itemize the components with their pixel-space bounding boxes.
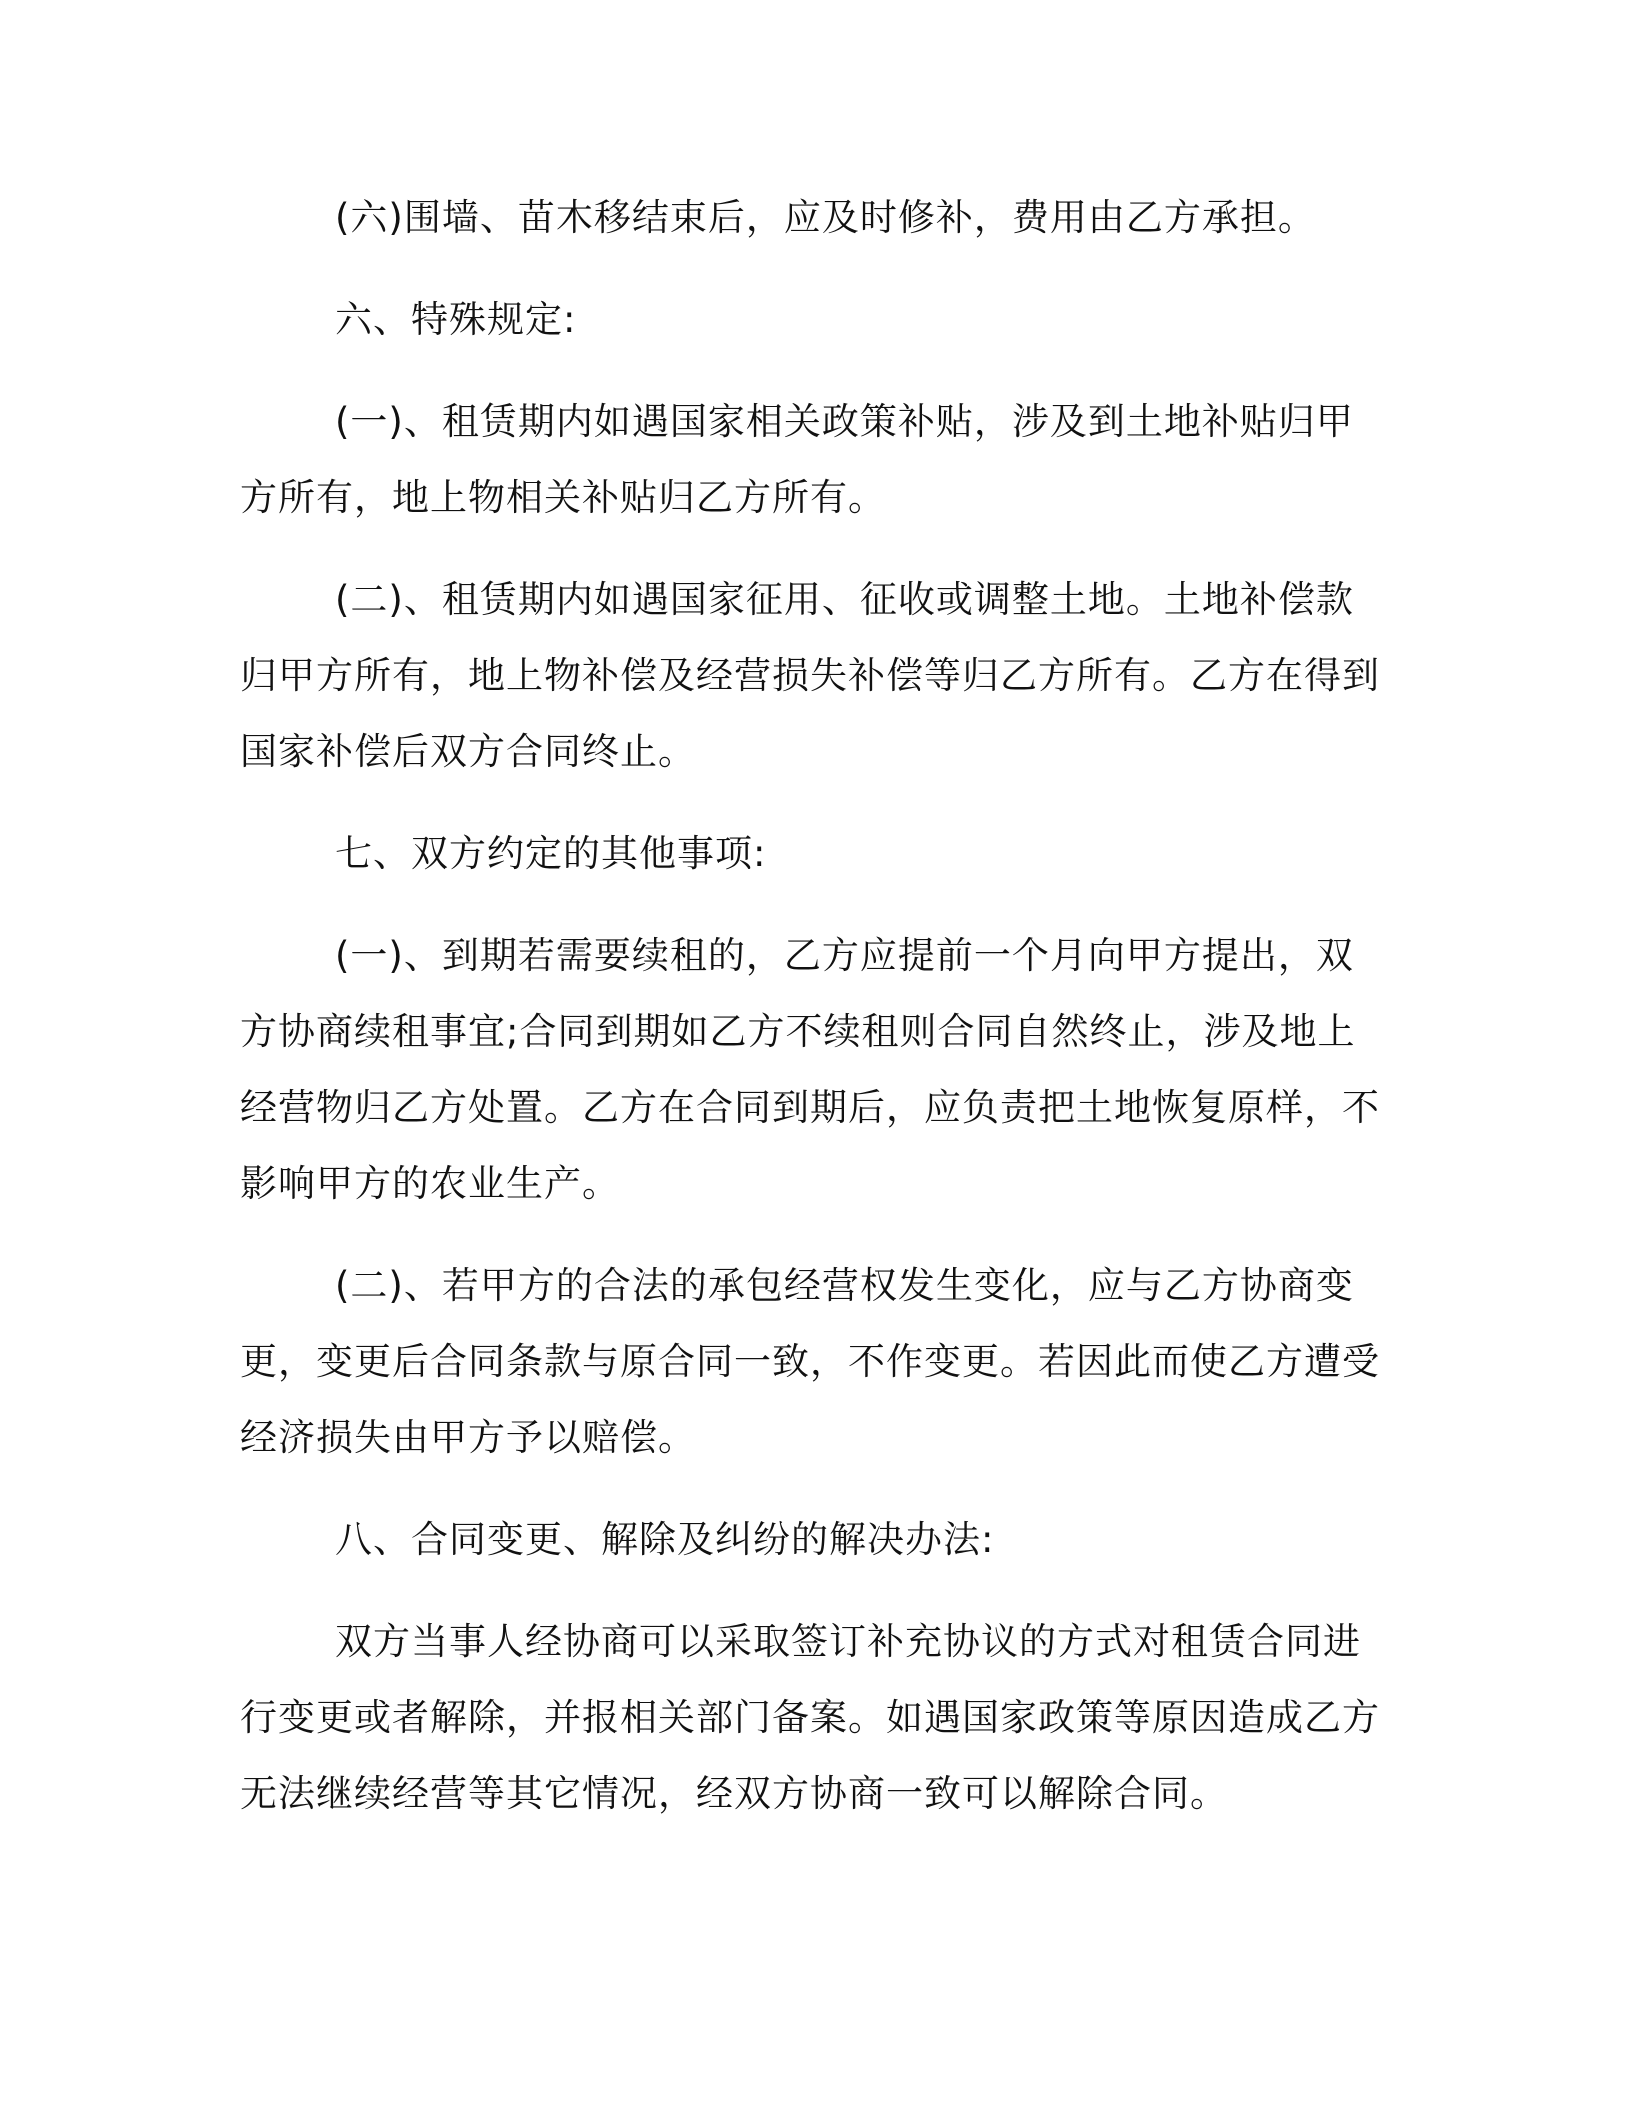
document-body (240, 180, 1390, 1832)
section-7-heading: 七、双方约定的其他事项: (335, 832, 767, 875)
section-8-heading: 八、合同变更、解除及纠纷的解决办法: (335, 1518, 995, 1561)
clause-7-2-rights-change: (二)、若甲方的合法的承包经营权发生变化，应与乙方协商变更，变更后合同条款与原合同一致，不作变更。若因此而使乙方遭受经济损失由甲方予以赔偿。 (240, 1264, 1380, 1459)
clause-6-1-subsidy: (一)、租赁期内如遇国家相关政策补贴，涉及到土地补贴归甲方所有，地上物相关补贴归乙方所有。 (240, 400, 1354, 519)
clause-7-1-renewal: (一)、到期若需要续租的，乙方应提前一个月向甲方提出，双方协商续租事宜;合同到期如乙方不续租则合同自然终止，涉及地上经营物归乙方处置。乙方在合同到期后，应负责把土地恢复原样，不影响甲方的农业生产。 (240, 934, 1380, 1205)
section-6-heading: 六、特殊规定: (335, 298, 577, 341)
clause-8-amendment: 双方当事人经协商可以采取签订补充协议的方式对租赁合同进行变更或者解除，并报相关部门备案。如遇国家政策等原因造成乙方无法继续经营等其它情况，经双方协商一致可以解除合同。 (240, 1620, 1380, 1815)
clause-6-2-expropriation: (二)、租赁期内如遇国家征用、征收或调整土地。土地补偿款归甲方所有，地上物补偿及经营损失补偿等归乙方所有。乙方在得到国家补偿后双方合同终止。 (240, 578, 1380, 773)
clause-6-repair: (六)围墙、苗木移结束后，应及时修补，费用由乙方承担。 (335, 196, 1316, 239)
